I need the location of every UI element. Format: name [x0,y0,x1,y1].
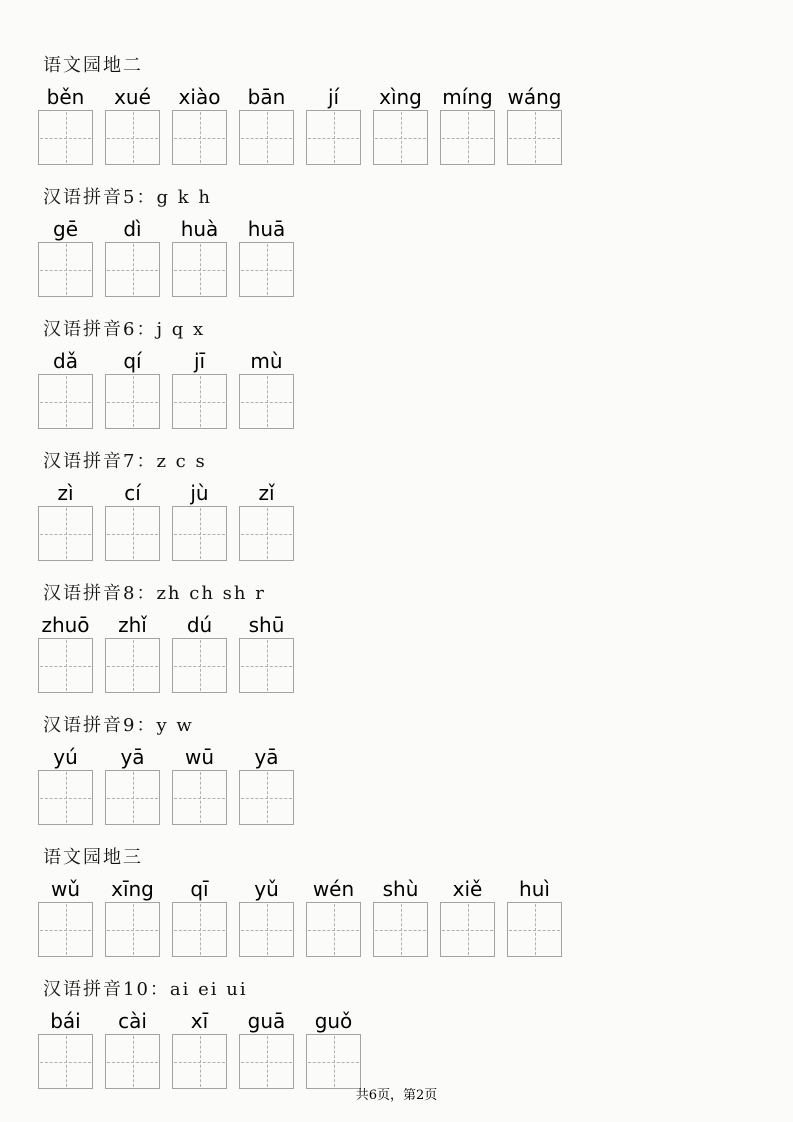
syllable-unit [239,612,294,693]
writing-grid-cell [507,110,562,165]
pinyin-label: cí [124,481,141,505]
grid-horizontal-dashed-line [375,138,426,139]
section-title: 汉语拼音7：z c s [43,451,207,472]
grid-horizontal-dashed-line [308,138,359,139]
syllable-unit [38,216,93,297]
grid-horizontal-dashed-line [174,270,225,271]
writing-grid-cell [306,902,361,957]
pinyin-label: guǒ [314,1009,353,1033]
syllable-row [38,84,793,165]
section-title: 汉语拼音5：g k h [43,187,212,208]
pinyin-label: jí [327,85,340,109]
grid-horizontal-dashed-line [107,534,158,535]
grid-horizontal-dashed-line [174,1062,225,1063]
worksheet-section [38,846,793,957]
writing-grid-cell [239,374,294,429]
worksheet-section [38,54,793,165]
pinyin-label: cài [118,1009,147,1033]
worksheet-section [38,186,793,297]
pinyin-label: běn [46,85,85,109]
syllable-row [38,744,793,825]
writing-grid-cell [105,770,160,825]
grid-horizontal-dashed-line [241,798,292,799]
grid-horizontal-dashed-line [174,402,225,403]
syllable-unit [373,84,428,165]
worksheet-section [38,714,793,825]
pinyin-label: yú [53,745,78,769]
grid-horizontal-dashed-line [107,798,158,799]
sections-container [38,54,793,1089]
grid-horizontal-dashed-line [509,138,560,139]
pinyin-label: huā [247,217,286,241]
writing-grid-cell [239,242,294,297]
grid-horizontal-dashed-line [40,402,91,403]
syllable-unit [172,612,227,693]
worksheet-section [38,318,793,429]
grid-horizontal-dashed-line [40,1062,91,1063]
pinyin-label: zì [57,481,74,505]
pinyin-label: wáng [507,85,562,109]
grid-horizontal-dashed-line [40,534,91,535]
grid-horizontal-dashed-line [40,138,91,139]
worksheet-section [38,582,793,693]
worksheet-section [38,978,793,1089]
writing-grid-cell [239,770,294,825]
writing-grid-cell [172,1034,227,1089]
pinyin-label: wǔ [50,877,81,901]
writing-grid-cell [239,110,294,165]
pinyin-label: shù [382,877,419,901]
pinyin-label: zhǐ [118,613,147,637]
grid-horizontal-dashed-line [107,138,158,139]
writing-grid-cell [105,374,160,429]
pinyin-label: bái [50,1009,81,1033]
pinyin-label: wū [184,745,215,769]
writing-grid-cell [105,638,160,693]
grid-horizontal-dashed-line [107,1062,158,1063]
pinyin-label: qī [190,877,209,901]
syllable-unit [38,744,93,825]
pinyin-label: yā [254,745,279,769]
syllable-unit [38,876,93,957]
writing-grid-cell [440,110,495,165]
pinyin-label: xìng [379,85,422,109]
writing-grid-cell [105,902,160,957]
pinyin-label: jù [190,481,209,505]
writing-grid-cell [172,638,227,693]
writing-grid-cell [172,902,227,957]
writing-grid-cell [239,1034,294,1089]
syllable-unit [38,612,93,693]
pinyin-label: dǎ [53,349,78,373]
pinyin-label: zǐ [258,481,275,505]
writing-grid-cell [239,902,294,957]
page-footer: 共6页，第2页 [355,1088,438,1103]
writing-grid-cell [507,902,562,957]
syllable-unit [105,348,160,429]
syllable-unit [38,348,93,429]
grid-horizontal-dashed-line [174,666,225,667]
syllable-unit [172,1008,227,1089]
syllable-unit [38,84,93,165]
pinyin-label: huà [180,217,219,241]
writing-grid-cell [239,506,294,561]
grid-horizontal-dashed-line [308,1062,359,1063]
grid-horizontal-dashed-line [107,930,158,931]
syllable-unit [507,876,562,957]
pinyin-label: jī [193,349,206,373]
syllable-row [38,612,793,693]
grid-horizontal-dashed-line [442,138,493,139]
grid-horizontal-dashed-line [174,534,225,535]
pinyin-label: gē [53,217,78,241]
syllable-unit [105,480,160,561]
grid-horizontal-dashed-line [107,666,158,667]
writing-grid-cell [306,1034,361,1089]
writing-grid-cell [172,242,227,297]
syllable-unit [239,348,294,429]
section-title: 汉语拼音9：y w [43,715,194,736]
syllable-unit [239,216,294,297]
syllable-row [38,480,793,561]
grid-horizontal-dashed-line [40,798,91,799]
syllable-unit [172,480,227,561]
syllable-unit [105,216,160,297]
syllable-row [38,216,793,297]
syllable-unit [440,84,495,165]
section-title: 语文园地三 [43,847,143,868]
pinyin-label: xué [114,85,151,109]
grid-horizontal-dashed-line [174,930,225,931]
pinyin-label: xiào [178,85,221,109]
writing-grid-cell [373,110,428,165]
writing-grid-cell [440,902,495,957]
section-title: 汉语拼音8：zh ch sh r [43,583,266,604]
grid-horizontal-dashed-line [241,1062,292,1063]
syllable-unit [172,744,227,825]
syllable-unit [306,84,361,165]
pinyin-label: shū [248,613,285,637]
pinyin-label: xīng [111,877,154,901]
writing-grid-cell [105,242,160,297]
syllable-unit [440,876,495,957]
writing-grid-cell [105,506,160,561]
section-title: 汉语拼音10：ai ei ui [43,979,248,1000]
writing-grid-cell [172,506,227,561]
syllable-unit [239,84,294,165]
writing-grid-cell [38,506,93,561]
grid-horizontal-dashed-line [375,930,426,931]
pinyin-label: dú [186,613,213,637]
grid-horizontal-dashed-line [174,798,225,799]
syllable-unit [105,1008,160,1089]
writing-grid-cell [373,902,428,957]
pinyin-label: míng [442,85,493,109]
pinyin-label: guā [247,1009,286,1033]
pinyin-label: yǔ [254,877,279,901]
writing-grid-cell [172,770,227,825]
worksheet-section [38,450,793,561]
pinyin-label: wén [312,877,355,901]
pinyin-label: mù [250,349,283,373]
syllable-unit [239,480,294,561]
grid-horizontal-dashed-line [40,270,91,271]
syllable-unit [239,744,294,825]
pinyin-label: yā [120,745,145,769]
grid-horizontal-dashed-line [241,666,292,667]
syllable-unit [105,744,160,825]
grid-horizontal-dashed-line [308,930,359,931]
section-title: 语文园地二 [43,55,143,76]
syllable-row [38,876,793,957]
pinyin-label: xī [190,1009,209,1033]
pinyin-label: xiě [452,877,483,901]
grid-horizontal-dashed-line [241,402,292,403]
grid-horizontal-dashed-line [40,666,91,667]
writing-grid-cell [38,242,93,297]
writing-grid-cell [105,1034,160,1089]
pinyin-label: zhuō [41,613,90,637]
writing-grid-cell [38,902,93,957]
grid-horizontal-dashed-line [241,534,292,535]
syllable-unit [373,876,428,957]
writing-grid-cell [239,638,294,693]
syllable-unit [172,348,227,429]
writing-grid-cell [38,770,93,825]
grid-horizontal-dashed-line [174,138,225,139]
syllable-row [38,1008,793,1089]
pinyin-label: bān [247,85,286,109]
syllable-unit [306,876,361,957]
syllable-unit [105,876,160,957]
writing-grid-cell [38,638,93,693]
writing-grid-cell [172,374,227,429]
pinyin-label: qí [123,349,142,373]
syllable-unit [105,612,160,693]
writing-grid-cell [38,110,93,165]
writing-grid-cell [306,110,361,165]
writing-grid-cell [105,110,160,165]
syllable-unit [306,1008,361,1089]
syllable-unit [507,84,562,165]
syllable-unit [38,1008,93,1089]
pinyin-label: dì [123,217,142,241]
writing-grid-cell [38,374,93,429]
syllable-unit [239,876,294,957]
syllable-unit [38,480,93,561]
syllable-unit [172,216,227,297]
grid-horizontal-dashed-line [442,930,493,931]
writing-grid-cell [38,1034,93,1089]
grid-horizontal-dashed-line [241,930,292,931]
syllable-row [38,348,793,429]
syllable-unit [172,876,227,957]
grid-horizontal-dashed-line [40,930,91,931]
grid-horizontal-dashed-line [509,930,560,931]
section-title: 汉语拼音6：j q x [43,319,206,340]
grid-horizontal-dashed-line [107,402,158,403]
syllable-unit [239,1008,294,1089]
syllable-unit [105,84,160,165]
grid-horizontal-dashed-line [107,270,158,271]
writing-grid-cell [172,110,227,165]
grid-horizontal-dashed-line [241,138,292,139]
pinyin-label: huì [519,877,550,901]
grid-horizontal-dashed-line [241,270,292,271]
syllable-unit [172,84,227,165]
